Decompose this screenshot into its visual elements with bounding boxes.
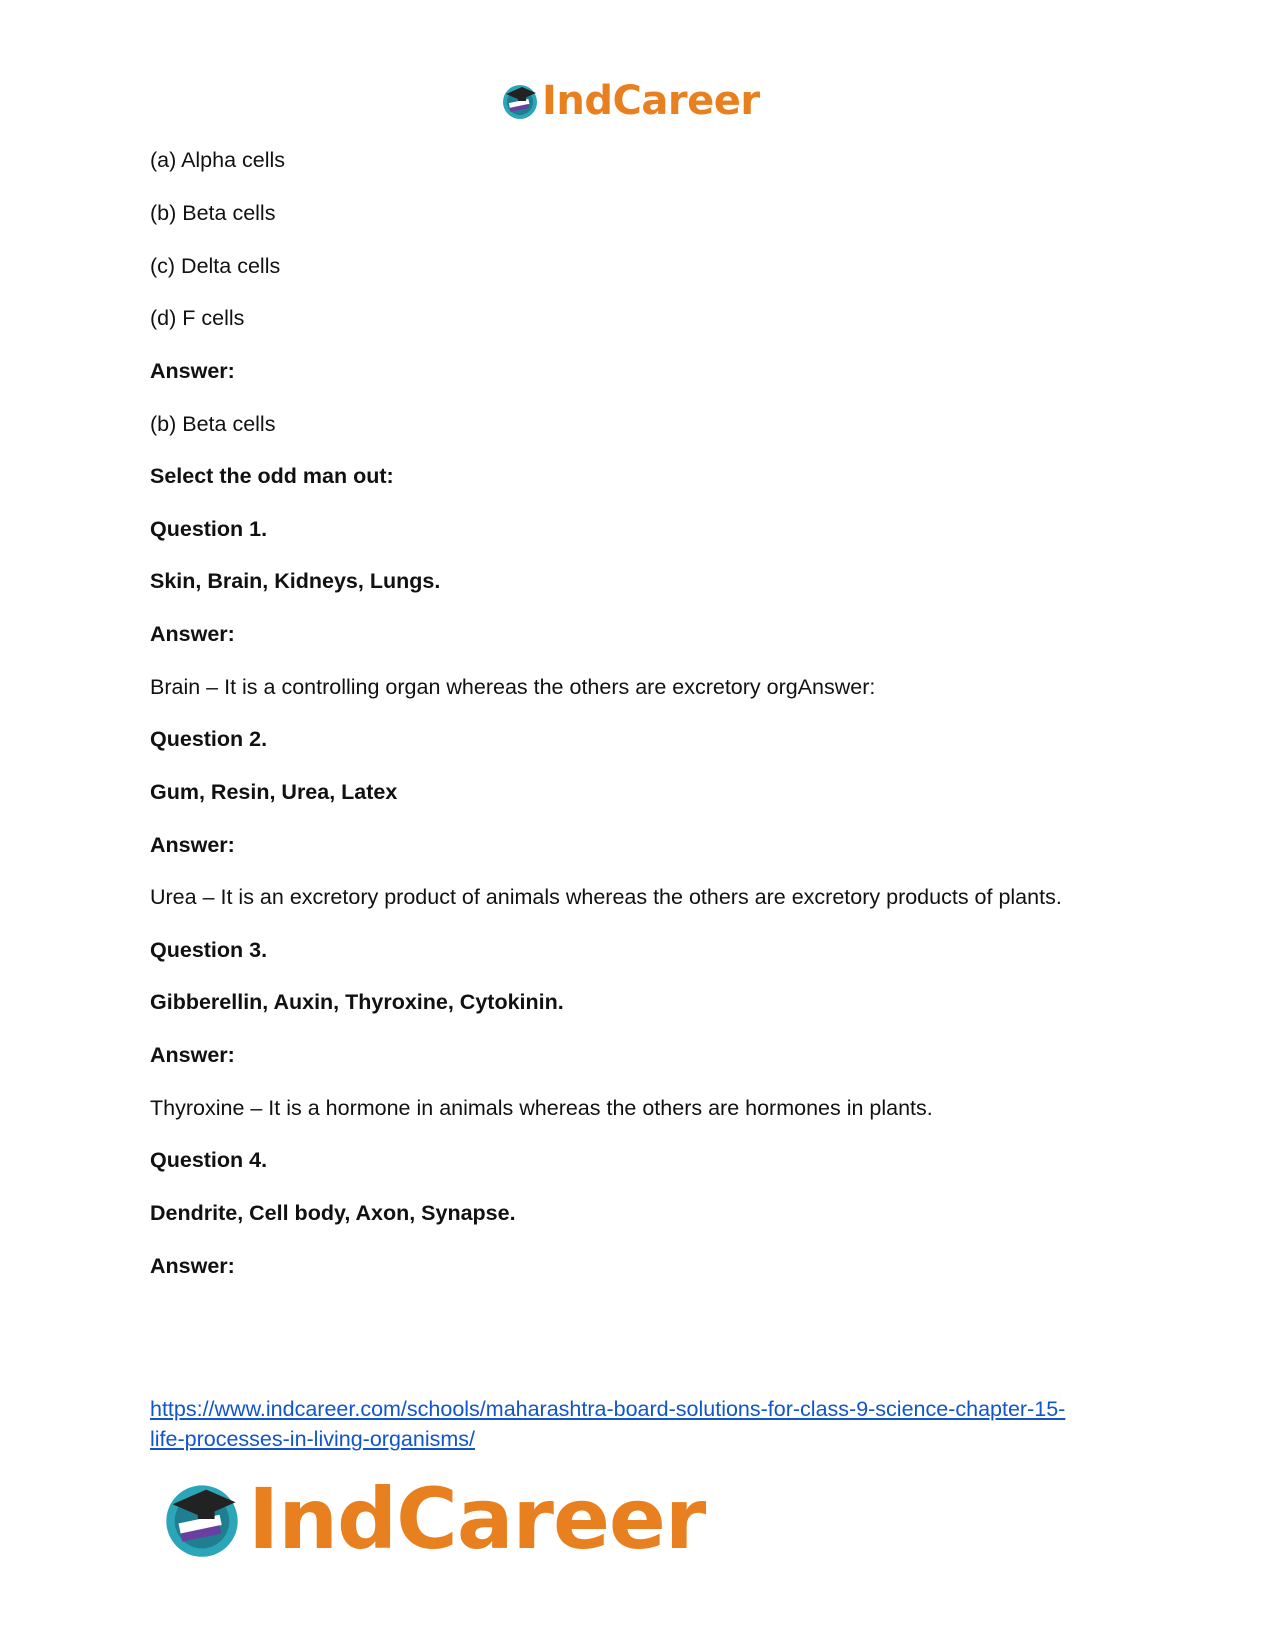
answer-text: Thyroxine – It is a hormone in animals whereas the others are hormones in plants.: [150, 1096, 933, 1120]
question-4-text: Dendrite, Cell body, Axon, Synapse.: [150, 1201, 516, 1225]
option-d: (d) F cells: [150, 306, 245, 330]
logo-wordmark: IndCareer: [542, 78, 760, 124]
question-4-label: Question 4.: [150, 1148, 268, 1172]
section-heading: Select the odd man out:: [150, 464, 394, 488]
answer-text: (b) Beta cells: [150, 412, 276, 436]
answer-label: Answer:: [150, 1254, 235, 1278]
answer-text: Urea – It is an excretory product of animals whereas the others are excretory products of plants.: [150, 885, 1062, 909]
question-3-label: Question 3.: [150, 938, 268, 962]
answer-label: Answer:: [150, 622, 235, 646]
answer-label: Answer:: [150, 833, 235, 857]
indcareer-logo-header: [500, 78, 760, 124]
answer-label: Answer:: [150, 1043, 235, 1067]
question-2-label: Question 2.: [150, 727, 268, 751]
option-a: (a) Alpha cells: [150, 148, 286, 172]
question-2-text: Gum, Resin, Urea, Latex: [150, 780, 398, 804]
answer-text: Brain – It is a controlling organ whereas the others are excretory orgAnswer:: [150, 675, 876, 699]
indcareer-logo-footer: [160, 1470, 705, 1568]
question-1-label: Question 1.: [150, 517, 268, 541]
graduation-cap-globe-icon: [500, 81, 540, 121]
answer-label: Answer:: [150, 359, 235, 383]
source-url-line-1: https://www.indcareer.com/schools/maharashtra-board-solutions-for-class-9-science-chapter-15-: [150, 1397, 1066, 1421]
question-3-text: Gibberellin, Auxin, Thyroxine, Cytokinin.: [150, 990, 564, 1014]
option-c: (c) Delta cells: [150, 254, 281, 278]
graduation-cap-globe-icon: [160, 1477, 244, 1561]
source-url-line-2: life-processes-in-living-organisms/: [150, 1427, 475, 1451]
option-b: (b) Beta cells: [150, 201, 276, 225]
question-1-text: Skin, Brain, Kidneys, Lungs.: [150, 569, 441, 593]
logo-wordmark: IndCareer: [248, 1470, 706, 1568]
source-url-link[interactable]: [150, 1394, 1150, 1454]
